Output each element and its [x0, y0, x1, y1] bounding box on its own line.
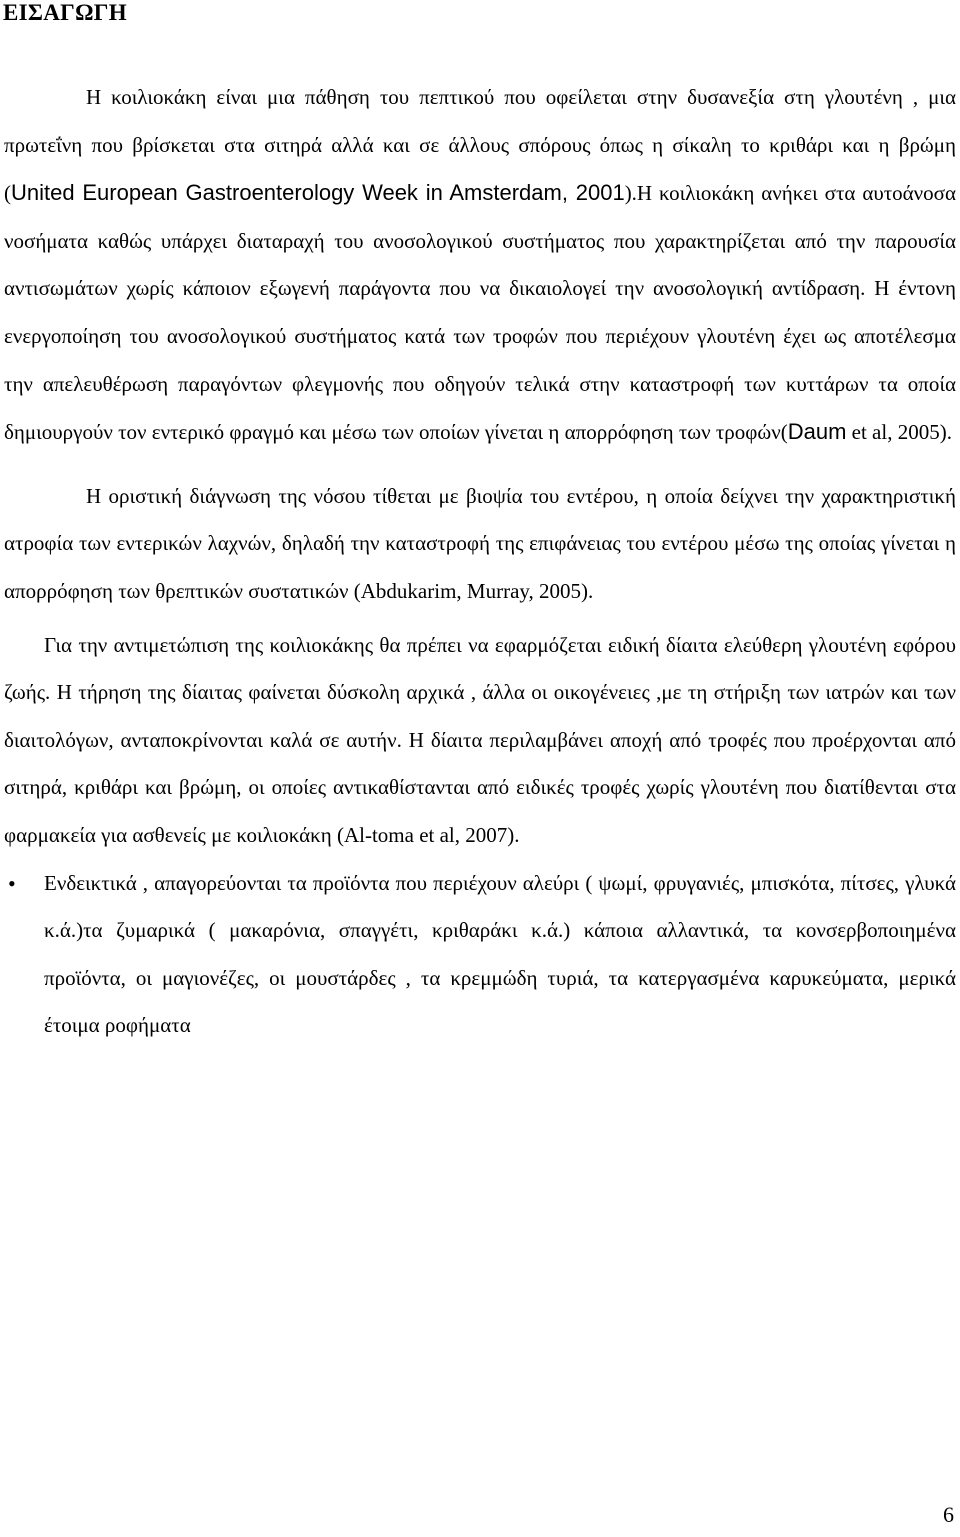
- paragraph-intro-text-3: et al, 2005).: [846, 420, 952, 445]
- paragraph-intro-text-1: Η κοιλιοκάκη είναι μια πάθηση του πεπτικού που οφείλεται στην δυσανεξία στη γλουτένη , μια πρωτεΐνη που βρίσκεται στα σιτηρά αλλά και σε άλλους σπόρους όπως η σίκαλη το κριθάρι και η βρώμη (: [4, 85, 956, 206]
- bullet-item-text: Ενδεικτικά , απαγορεύονται τα προϊόντα που περιέχουν αλεύρι ( ψωμί, φρυγανιές, μπισκότα, πίτσες, γλυκά κ.ά.)τα ζυμαρικά ( μακαρόνια, σπαγγέτι, κριθαράκι κ.ά.) κάποια αλλαντικά, τα κονσερβοποιημένα προϊόντα, οι μαγιονέζες, οι μουστάρδες , τα κρεμμώδη τυριά, τα κατεργασμένα καρυκεύματα, μερικά έτοιμα ροφήματα: [44, 870, 956, 1038]
- citation-ueg-week: United European Gastroenterology Week in Amsterdam, 2001: [11, 180, 625, 206]
- page-number: 6: [943, 1502, 954, 1527]
- bullet-list-item: [4, 860, 956, 1050]
- section-heading: ΕΙΣΑΓΩΓΗ: [3, 0, 127, 25]
- body-text: [4, 74, 956, 1050]
- paragraph-treatment: Για την αντιμετώπιση της κοιλιοκάκης θα πρέπει να εφαρμόζεται ειδική δίαιτα ελεύθερη γλουτένη εφόρου ζωής. Η τήρηση της δίαιτας φαίνεται δύσκολη αρχικά , άλλα οι οικογένειες ,με τη στήριξη των ιατρών και των διαιτολόγων, ανταποκρίνονται καλά σε αυτήν. Η δίαιτα περιλαμβάνει αποχή από τροφές που προέρχονται από σιτηρά, κριθάρι και βρώμη, οι οποίες αντικαθίστανται από ειδικές τροφές χωρίς γλουτένη που διατίθενται στα φαρμακεία για ασθενείς με κοιλιοκάκη (Al-toma et al, 2007).: [4, 632, 956, 847]
- citation-daum: Daum: [787, 419, 847, 445]
- paragraph-intro: [4, 74, 956, 457]
- paragraph-intro-text-2: ).Η κοιλιοκάκη ανήκει στα αυτοάνοσα νοσήματα καθώς υπάρχει διαταραχή του ανοσολογικού συστήματος που χαρακτηρίζεται από την παρουσία αντισωμάτων χωρίς κάποιον εξωγενή παράγοντα που να δικαιολογεί την ανοσολογική αντίδραση. Η έντονη ενεργοποίηση του ανοσολογικού συστήματος κατά των τροφών που περιέχουν γλουτένη έχει ως αποτέλεσμα την απελευθέρωση παραγόντων φλεγμονής που οδηγούν τελικά στην καταστροφή των κυττάρων τα οποία δημιουργούν τον εντερικό φραγμό και μέσω των οποίων γίνεται η απορρόφηση των τροφών(: [4, 181, 957, 445]
- bullet-icon: •: [8, 870, 16, 896]
- paragraph-diagnosis: Η οριστική διάγνωση της νόσου τίθεται με βιοψία του εντέρου, η οποία δείχνει την χαρακτηριστική ατροφία των εντερικών λαχνών, δηλαδή την καταστροφή της επιφάνειας του εντέρου μέσω της οποίας γίνεται η απορρόφηση των θρεπτικών συστατικών (Abdukarim, Murray, 2005).: [4, 483, 956, 603]
